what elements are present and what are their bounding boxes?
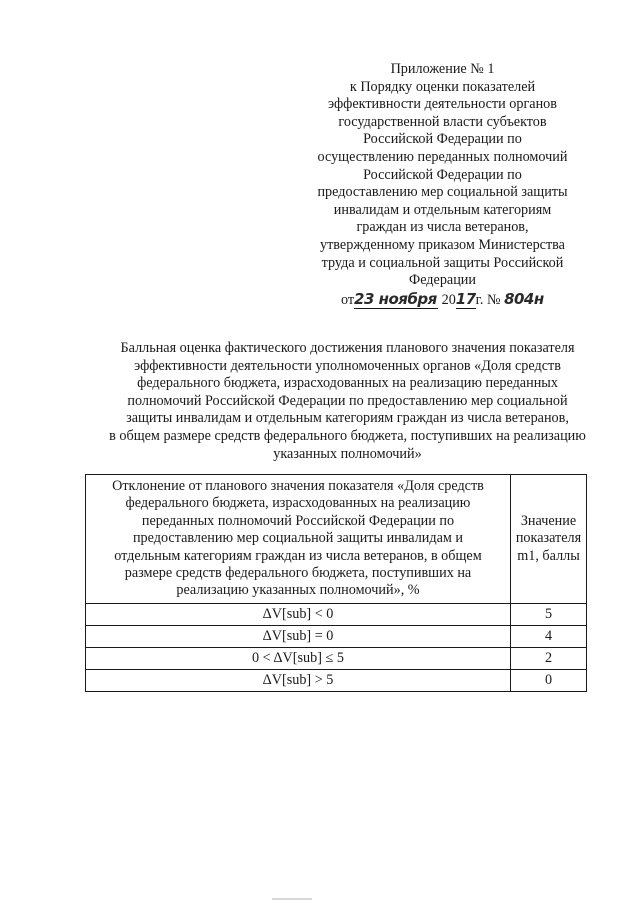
appendix-line: граждан из числа ветеранов,: [356, 219, 529, 236]
header-line: Значение: [520, 512, 577, 529]
header-score: [510, 475, 586, 604]
header-line: m1, баллы: [517, 547, 580, 564]
header-line: показателя: [515, 530, 582, 547]
appendix-line: Приложение № 1: [390, 61, 495, 77]
order-year-suffix: г. №: [475, 291, 501, 308]
title-line: защиты инвалидам и отдельным категориям граждан из числа ветеранов,: [126, 410, 569, 427]
order-date-handwritten: 23 ноября: [354, 289, 437, 308]
scan-artifact: [272, 898, 312, 900]
appendix-line: государственной власти субъектов: [338, 113, 547, 130]
row-condition: 0 < ΔV[sub] ≤ 5: [86, 647, 511, 669]
header-line: отдельным категориям граждан из числа ветеранов, в общем: [114, 547, 482, 564]
title-line: в общем размере средств федерального бюджета, поступивших на реализацию: [109, 427, 586, 444]
row-condition: ΔV[sub] > 5: [86, 669, 511, 691]
appendix-line: Российской Федерации по: [363, 131, 522, 148]
row-condition: ΔV[sub] < 0: [86, 603, 511, 625]
header-line: федерального бюджета, израсходованных на реализацию: [125, 495, 471, 512]
table-row: [86, 669, 587, 691]
header-line: переданных полномочий Российской Федерации по: [141, 512, 455, 529]
title-line: указанных полномочий»: [273, 445, 422, 462]
appendix-header: [300, 61, 585, 309]
appendix-line: труда и социальной защиты Российской: [321, 254, 564, 271]
row-score: 0: [510, 669, 586, 691]
order-number-handwritten: 804н: [504, 289, 544, 308]
score-table: [85, 474, 587, 692]
appendix-line: Федерации: [408, 272, 476, 289]
table-row: [86, 647, 587, 669]
title-line: Балльная оценка фактического достижения планового значения показателя: [120, 340, 575, 356]
document-title: [60, 340, 635, 463]
row-score: 2: [510, 647, 586, 669]
title-line: эффективности деятельности уполномоченных органов «Доля средств: [134, 357, 561, 374]
header-deviation: [86, 475, 511, 604]
title-line: полномочий Российской Федерации по предоставлению мер социальной: [127, 392, 568, 409]
table-row: [86, 603, 587, 625]
order-prefix: от: [340, 291, 355, 308]
row-score: 4: [510, 625, 586, 647]
row-condition: ΔV[sub] = 0: [86, 625, 511, 647]
header-line: размере средств федерального бюджета, поступивших на: [124, 565, 472, 582]
order-reference: [300, 291, 585, 310]
header-line: Отклонение от планового значения показателя «Доля средств: [112, 478, 484, 494]
table-header-row: [86, 475, 587, 604]
title-line: федерального бюджета, израсходованных на реализацию переданных: [137, 375, 558, 392]
appendix-line: предоставлению мер социальной защиты: [317, 184, 568, 201]
header-line: предоставлению мер социальной защиты инвалидам и: [132, 530, 464, 547]
table-row: [86, 625, 587, 647]
header-line: реализацию указанных полномочий», %: [176, 582, 420, 599]
appendix-line: к Порядку оценки показателей: [349, 78, 536, 95]
appendix-line: осуществлению переданных полномочий: [317, 148, 568, 165]
appendix-line: инвалидам и отдельным категориям: [333, 201, 552, 218]
appendix-line: утвержденному приказом Министерства: [320, 236, 565, 253]
appendix-line: Российской Федерации по: [363, 166, 522, 183]
order-year-handwritten: 17: [455, 289, 476, 308]
row-score: 5: [510, 603, 586, 625]
appendix-line: эффективности деятельности органов: [328, 96, 557, 113]
order-year-prefix: 20: [441, 291, 456, 308]
